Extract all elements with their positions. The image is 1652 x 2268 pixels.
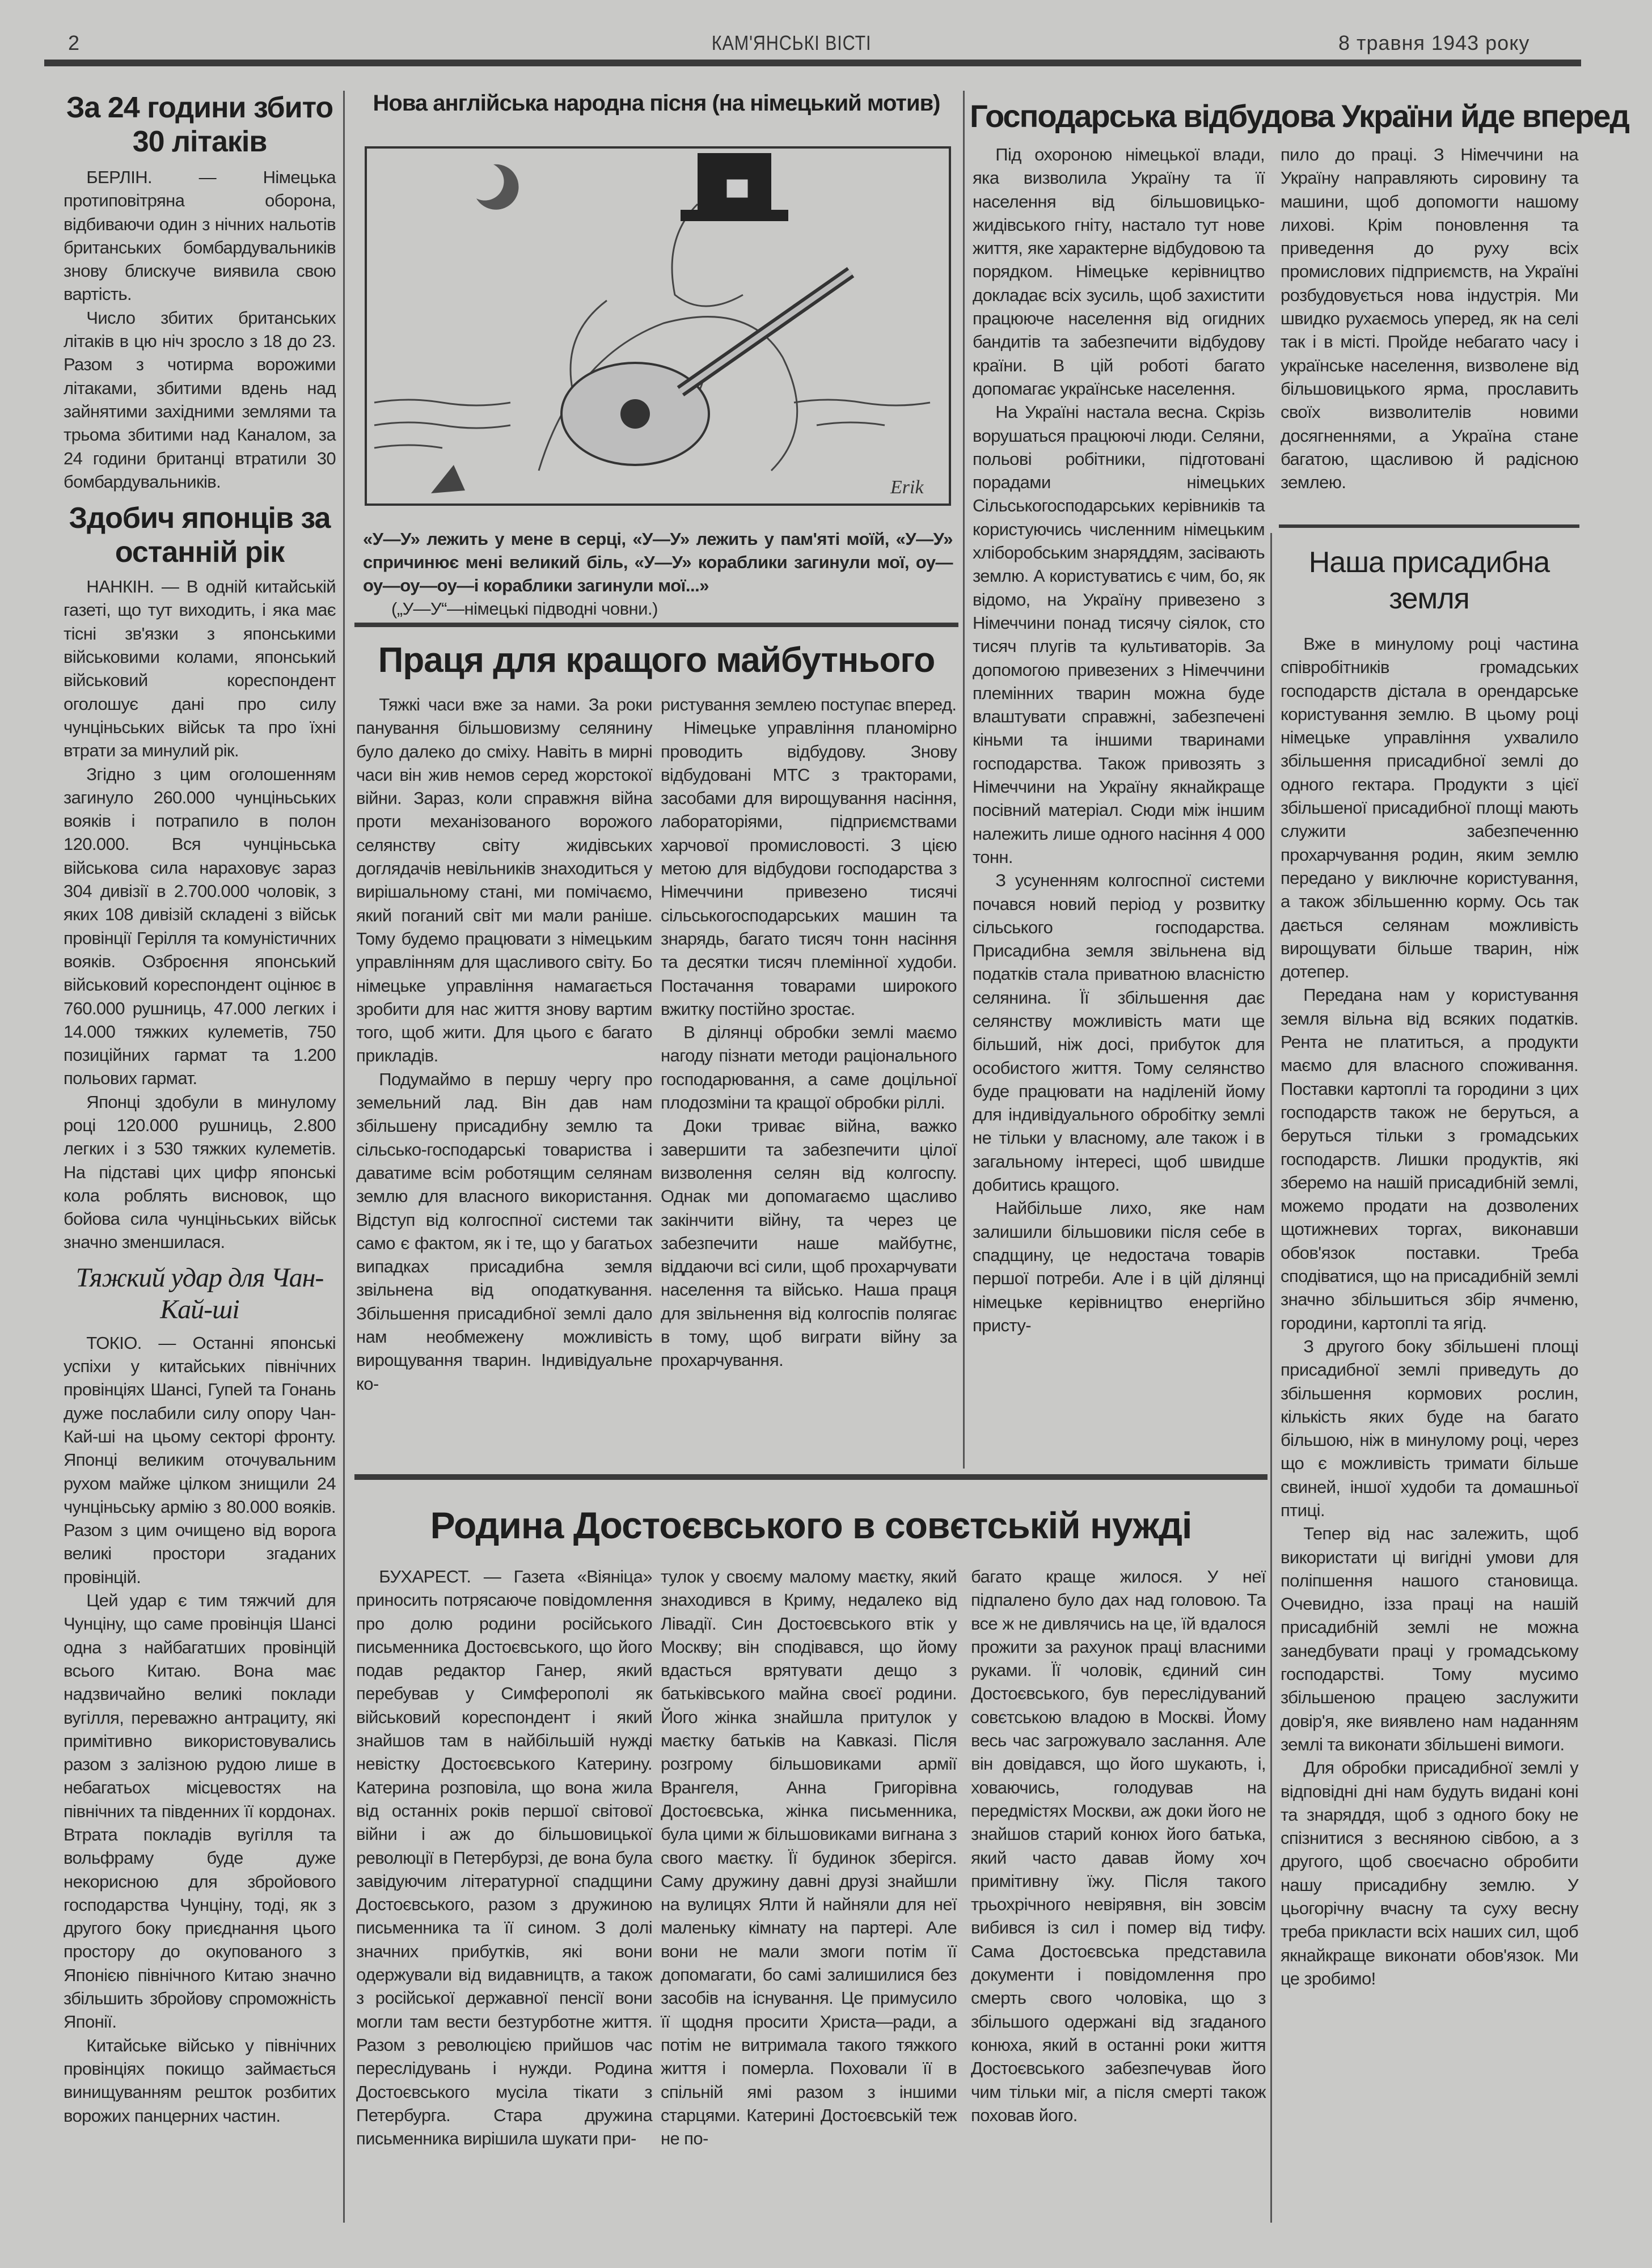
cartoon-title: Нова англійська народна пісня (на німецький мотив) bbox=[373, 91, 940, 116]
paragraph: Подумаймо в першу чергу про земельний лад. Він дав нам збільшену присадибну землю та сільсько-господарські товариства і даватиме всім роботящим селянам землю для власного використання. Відступ від колгоспної системи так само є фактом, як і те, що у багатьох випадках присадибна земля звільнена від оподаткування. Збільшення присадибної землі дало нам необмежену можливість вирощування тварин. Індивідуальне ко- bbox=[356, 1069, 652, 1394]
paragraph: ристування землею поступає вперед. bbox=[661, 695, 957, 714]
article-title: Родина Достоєвського в совєтській нужді bbox=[430, 1504, 1192, 1546]
paragraph: пило до праці. З Німеччини на Україну направляють сировину та машини, щоб допомогти нашому лихові. Крім поновлення та приведення до руху всіх промислових підприємств, на Україні розбудовується нова індустрія. Ми швидко рухаємось уперед, як на селі так і в місті. Пройде небагато часу і українське населення, визволене від більшовицького ярма, прославить своїх визволителів новими досягненнями, а Україна стане багатою, щасливою й радісною землею. bbox=[1281, 145, 1578, 493]
column-divider bbox=[1270, 533, 1272, 2223]
article-column bbox=[971, 1565, 1266, 2127]
cartoon-caption bbox=[363, 527, 953, 620]
article-column bbox=[356, 693, 652, 1395]
section-rule bbox=[354, 623, 958, 627]
sinking-ship-icon bbox=[431, 465, 465, 493]
article-title: Здобич японців за останній рік bbox=[69, 502, 331, 569]
paragraph: Японці здобули в минулому році 120.000 рушниць, 2.800 легких і з 530 тяжких кулеметів. На підставі цих цифр японські кола роблять висновок, що бойова сила чунціньських військ значно зменшилася. bbox=[64, 1091, 336, 1253]
paragraph: Цей удар є тим тяжчий для Чунціну, що саме провінція Шансі одна з найбагатших провінцій всього Китаю. Вона має надзвичайно великі поклади вугілля, переважно антрациту, які примітивно використовувались разом з залізною рудою лише в небагатьох місцевостях на північних та південних її кордонах. Втрата покладів вугілля та вольфраму буде дуже некорисною для збройового господарства Чунціну, тоді, як з другого боку приєднання цього простору до окупованого з Японією північного Китаю значно збільшить збройову спроможність Японії. bbox=[64, 1590, 336, 2032]
column-divider bbox=[343, 91, 345, 2223]
page-number: 2 bbox=[68, 31, 81, 54]
paragraph: Німецьке управління планомірно проводить відбудову. Знову відбудовані МТС з тракторами, засобами для вирощування насіння, лабораторіями, підприємствами харчової промисловості. З цією метою для відбудови господарства з Німеччини привезено тисячі сільськогосподарських машин та знарядь, багато тисяч тонн насіння та десятки тисяч племінної худоби. Постачання товарами широкого вжитку постійно зростає. bbox=[661, 718, 957, 1019]
column-divider bbox=[963, 91, 965, 1469]
paragraph: Вже в минулому році частина співробітників громадських господарств дістала в орендарське користування землю. В цьому році німецьке управління ухвалило збільшення присадибної землі до одного гектара. Продукти з цієї збільшеної присадибної площі мають служити забезпеченню прохарчування родин, яким землю передано у виключне користування, а також збільшенню корму. Ось так дається селянам можливість вирощувати більше тварин, ніж дотепер. bbox=[1281, 634, 1578, 982]
article-column bbox=[661, 693, 957, 1372]
paragraph: Тепер від нас залежить, щоб використати ці вигідні умови для поліпшення нашого становища. Очевидно, ізза праці на нашій присадибній землі не можна занедбувати праці у громадському господарстві. Тому мусимо збільшеною працею заслужити довір'я, яке виявлено нам наданням землі та виконати збільшені вимоги. bbox=[1281, 1524, 1578, 1754]
moon-icon bbox=[476, 164, 518, 210]
paragraph: Для обробки присадибної землі у відповідні дні нам будуть видані коні та знаряддя, щоб з одного боку не спізнитися з весняною сівбою, а з другого, щоб своєчасно обробити нашу присадибну землю. У цьогорічну вчасну та суху весну треба прикласти всіх наших сил, щоб якнайкраще виконати обов'язок. Ми це зробимо! bbox=[1281, 1758, 1578, 1988]
section-rule bbox=[354, 1474, 1267, 1480]
cartoon-signature: Erik bbox=[890, 477, 924, 498]
paragraph: БЕРЛІН. — Німецька протиповітряна оборона, відбиваючи один з нічних нальотів британських бомбардувальників знову блискуче виявила свою вартість. bbox=[64, 167, 336, 304]
paragraph: З усуненням колгоспної системи почався новий період у розвитку сільського господарства. Присадибна земля звільнена від податків стала приватною власністю селянина. Її збільшення дає селянству можливість мати ще більший, ніж досі, прибуток для особистого життя. Тому селянство буде працювати на наділеній йому для індивідуального обробітку землі не тільки у власному, але також і в загальному інтересі, щоб швидше добитись кращого. bbox=[973, 870, 1265, 1195]
paragraph: На Україні настала весна. Скрізь ворушаться працюючі люди. Селяни, польові робітники, підготовані порадами німецьких Сільськогосподарських керівників та користуючись численним німецьким хліборобським знаряддям, засівають землю. А користуватись є чим, бо, як відомо, на Україну привезено з Німеччини понад тисячу сіялок, сто тисяч плугів та культиваторів. За допомогою привезених з Німеччини племінних тварин можна буде влаштувати справжні, забезпечені кіньми та іншими тваринами господарства. Також привозять з Німеччини на Україну якнайкраще посівний матеріал. Сюди між іншим належить лише одного насіння 4 000 тонн. bbox=[973, 402, 1265, 867]
header-rule bbox=[44, 60, 1581, 66]
cartoon-caption-text: «У—У» лежить у мене в серці, «У—У» лежить у пам'яті моїй, «У—У» спричинює мені великий біль, «У—У» кораблики загинули мої, оу—оу—оу—оу—і кораблики загинули мої...» bbox=[363, 529, 953, 595]
article-column bbox=[973, 143, 1265, 1337]
paragraph: В ділянці обробки землі маємо нагоду пізнати методи раціонального господарювання, а саме доцільної плодозміни та кращої обробки ріллі. bbox=[661, 1022, 957, 1113]
issue-date: 8 травня 1943 року bbox=[1338, 31, 1530, 54]
article-column bbox=[356, 1565, 652, 2150]
article-title: Праця для кращого майбутнього bbox=[378, 641, 935, 680]
left-column bbox=[64, 91, 336, 2127]
paragraph: Китайське військо у північних провінціях покищо займається винищуванням решток розбитих ворожих панцерних частин. bbox=[64, 2035, 336, 2126]
paragraph: багато краще жилося. У неї підпалено було дах над головою. Та все ж не дивлячись на це, їй вдалося прожити за рахунок праці власними руками. Її чоловік, єдиний син Достоєвського, був переслідуваний совєтською владою в Москві. Йому весь час загрожувало заслання. Але він довідався, що його шукають, і, ховаючись, голодував на передмістях Москви, аж доки його не знайшов старий конюх його батька, який часто давав йому хоч примітивну їжу. Після такого трьохрічного невірявня, він зовсім вибився із сил і помер від тифу. Сама Достоєвська представила документи і повідомлення про смерть свого чоловіка, що з збільшого одержані від згаданого конюха, який в останні роки життя Достоєвського забезпечував його чим тільки міг, а після смерті також поховав його. bbox=[971, 1567, 1266, 2125]
article-title: Господарська відбудова України йде вперед bbox=[970, 98, 1629, 134]
cartoon-illustration bbox=[363, 130, 953, 510]
paragraph: З другого боку збільшені площі присадибної землі приведуть до збільшення кормових рослин, кількість яких буде на багато більшою, ніж в минулому році, через що є можливість тримати більше свиней, іншої худоби та домашньої птиці. bbox=[1281, 1336, 1578, 1520]
paragraph: Тяжкі часи вже за нами. За роки панування більшовизму селянину було далеко до сміху. Навіть в мирні часи він жив немов серед жорстокої війни. Зараз, коли справжня війна проти механізованого ворожого селянству світу жидівських доглядачів невільників знаходиться у вирішальному стані, ми помічаємо, який поганий світ ми мали раніше. Тому будемо працювати з німецьким управлінням для щасливого світу. Бо німецьке управління намагається зробити для нас життя знову вартим того, щоб жити. Для цього є багато прикладів. bbox=[356, 695, 652, 1066]
article-column bbox=[661, 1565, 957, 2150]
paragraph: Під охороною німецької влади, яка визволила Україну та її населення від більшовицько-жидівського гніту, настало тут нове життя, яке характерне відбудовою та порядком. Німецьке керівництво докладає всіх зусиль, щоб захистити працююче населення від огидних бандитів та забезпечити відбудову країни. В цій роботі багато допомагає українське населення. bbox=[973, 145, 1265, 399]
article-column bbox=[1281, 632, 1578, 1990]
paragraph: Число збитих британських літаків в цю ніч зросло з 18 до 23. Разом з чотирма ворожими літаками, збитими вдень над зайнятими західними землями та трьома збитими над Каналом, за 24 години британці втратили 30 бомбардувальників. bbox=[64, 307, 336, 492]
paragraph: БУХАРЕСТ. — Газета «Віяніца» приносить потрясаюче повідомлення про долю родини російського письменника Достоєвського, що його подав редактор Ганер, який перебував у Симферополі як військовий кореспондент і який знайшов там в найбільшій нужді невістку Достоєвського Катерину. Катерина розповіла, що вона жила від останніх років першої світової війни і аж до більшовицької революції в Петербурзі, де вона була завідуючим літературної спадщини Достоєвського, разом з дружиною письменника та її сином. З долі значних прибутків, які вони одержували від видавництв, а також з російської державної пенсії вони могли там вести безтурботне життя. Разом з революцією прийшов час переслідувань і нужди. Родина Достоєвського мусіла тікати з Петербурга. Стара дружина письменника вирішила шукати при- bbox=[356, 1567, 652, 2149]
cartoon-note: („У—У“—німецькі підводні човни.) bbox=[391, 599, 658, 619]
article-title: Тяжкий удар для Чан-Кай-ші bbox=[75, 1262, 324, 1325]
article-title: За 24 години збито 30 літаків bbox=[66, 91, 333, 158]
paragraph: ТОКІО. — Останні японські успіхи у китайських північних провінціях Шансі, Гупей та Гонань дуже послабили силу опору Чан-Кай-ші на цьому секторі фронту. Японці великим оточувальним рухом майже цілком знищили 24 чунціньську армію з 80.000 вояків. Разом з цим очищено від ворога великі простори згаданих провінцій. bbox=[64, 1332, 336, 1587]
paragraph: Передана нам у користування земля вільна від всяких податків. Рента не платиться, а продукти маємо для власного споживання. Поставки картоплі та городини з цих господарств також не беруться, а беруться тільки з громадських господарств. Лишки продуктів, які зберемо на нашій присадибній землі, можемо продати на дозволених щотижневих торгах, виконавши обов'язок поставки. Треба сподіватися, що на присадибній землі значно збільшиться збір ячменю, городини, картоплі та ягід. bbox=[1281, 985, 1578, 1333]
paragraph: Доки триває війна, важко завершити та забезпечити цілої визволення селян від колгоспу. Однак ми допомагаємо щасливо закінчити війну, та через це забезпечити наше майбутнє, віддаючи всі сили, щоб прохарчувати населення та військо. Наша праця для звільнення від колгоспів полягає в тому, щоб виграти війну за прохарчування. bbox=[661, 1116, 957, 1370]
article-column bbox=[1281, 143, 1578, 494]
article-title: Наша присадибна земля bbox=[1308, 546, 1550, 615]
cartoon-drawing bbox=[363, 130, 953, 510]
newspaper-name: КАМ'ЯНСЬКІ ВІСТІ bbox=[711, 31, 872, 54]
section-rule bbox=[1279, 524, 1579, 528]
paragraph: Найбільше лихо, яке нам залишили більшовики після себе в спадщину, це недостача товарів першої потреби. Але і в цій ділянці німецьке керівництво енергійно присту- bbox=[973, 1198, 1265, 1335]
paragraph: Згідно з цим оголошенням загинуло 260.000 чунціньських вояків і потрапило в полон 120.000. Вся чунціньська військова сила нараховує зараз 304 дивізії в 2.700.000 чоловік, з яких 108 дивізій складені з військ провінції Герілля та комуністичних вояків. Озброєння японський військовий кореспондент оцінює в 760.000 рушниць, 47.000 легких і 14.000 тяжких кулеметів, 750 позиційних гармат та 1.200 польових гармат. bbox=[64, 764, 336, 1089]
paragraph: тулок у своєму малому маєтку, який знаходився в Криму, недалеко від Лівадії. Син Достоєвського втік у Москву; він сподівався, що йому вдасться врятувати дещо з батьківського майна своєї родини. Його жінка знайшла притулок у маєтку батьків на Кавказі. Після розгрому більшовиками армії Врангеля, Анна Григорівна Достоєвська, жінка письменника, була цими ж більшовиками вигнана з свого маєтку. Її будинок зберігся. Саму дружину давні друзі знайшли на вулицях Ялти й найняли для неї маленьку кімнату на партері. Але вони не мали змоги потім її допомагати, бо самі залишилися без засобів на існування. Це примусило її щодня просити Христа—ради, а потім не витримала такого тяжкого життя і померла. Поховали її в спільній ямі разом з іншими старцями. Катерині Достоєвській теж не по- bbox=[661, 1567, 957, 2149]
paragraph: НАНКІН. — В одній китайській газеті, що тут виходить, і яка має тісні зв'язки з японськими військовими колами, японський військовий кореспондент оголошує дані про силу чунціньських військ та про їхні втрати за минулий рік. bbox=[64, 577, 336, 761]
